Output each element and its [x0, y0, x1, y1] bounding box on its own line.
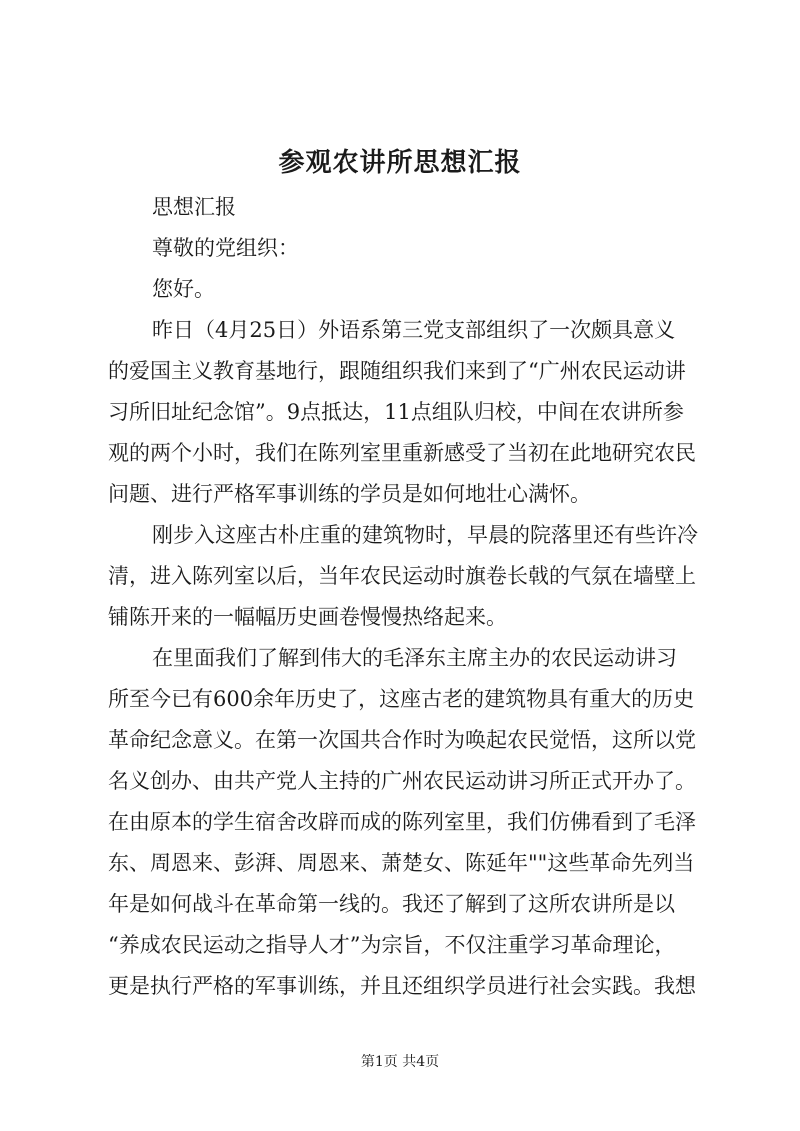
- text-line: 更是执行严格的军事训练，并且还组织学员进行社会实践。我想: [108, 974, 696, 998]
- text-line: 问题、进行严格军事训练的学员是如何地壮心满怀。: [108, 482, 591, 506]
- text-line: 革命纪念意义。在第一次国共合作时为唤起农民觉悟，这所以党: [108, 728, 696, 752]
- text-line: 铺陈开来的一幅幅历史画卷慢慢热络起来。: [108, 605, 507, 629]
- text-line: 刚步入这座古朴庄重的建筑物时，早晨的院落里还有些许冷: [152, 523, 698, 547]
- text-line: 在里面我们了解到伟大的毛泽东主席主办的农民运动讲习: [152, 646, 677, 670]
- text-line: 尊敬的党组织：: [152, 236, 299, 260]
- text-line: 名义创办、由共产党人主持的广州农民运动讲习所正式开办了。: [108, 769, 696, 793]
- text-line: 清，进入陈列室以后，当年农民运动时旗卷长戟的气氛在墙壁上: [108, 564, 696, 588]
- text-line: 东、周恩来、彭湃、周恩来、萧楚女、陈延年""这些革命先列当: [108, 851, 695, 875]
- text-line: 的爱国主义教育基地行，跟随组织我们来到了“广州农民运动讲: [108, 359, 686, 383]
- text-line: 昨日（4月25日）外语系第三党支部组织了一次颇具意义: [152, 318, 676, 342]
- text-line: 您好。: [152, 277, 215, 301]
- text-line: 在由原本的学生宿舍改辟而成的陈列室里，我们仿佛看到了毛泽: [108, 810, 696, 834]
- text-line: 年是如何战斗在革命第一线的。我还了解到了这所农讲所是以: [108, 892, 675, 916]
- text-line: 习所旧址纪念馆”。9点抵达，11点组队归校，中间在农讲所参: [108, 400, 684, 424]
- text-line: 观的两个小时，我们在陈列室里重新感受了当初在此地研究农民: [108, 441, 696, 465]
- page-indicator: 第1页 共4页: [360, 1054, 440, 1070]
- text-line: 思想汇报: [152, 195, 236, 219]
- text-line: 所至今已有600余年历史了，这座古老的建筑物具有重大的历史: [108, 687, 695, 711]
- document-title: 参观农讲所思想汇报: [278, 148, 522, 178]
- text-line: “养成农民运动之指导人才”为宗旨，不仅注重学习革命理论，: [108, 933, 676, 957]
